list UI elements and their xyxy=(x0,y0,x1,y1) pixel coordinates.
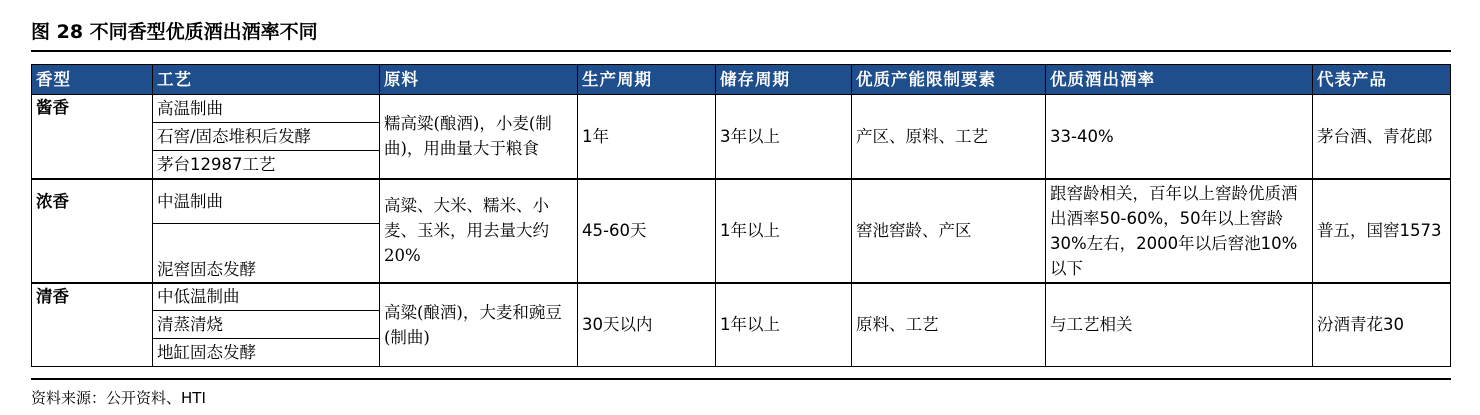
yield-rate-cell: 与工艺相关 xyxy=(1046,283,1313,367)
process-cell: 高温制曲 xyxy=(153,95,380,123)
process-cell: 清蒸清烧 xyxy=(153,311,380,339)
source-note: 资料来源：公开资料、HTI xyxy=(31,378,1451,408)
baijiu-aroma-table xyxy=(31,64,1451,367)
figure-title: 图 28 不同香型优质酒出酒率不同 xyxy=(31,12,1451,52)
material-cell: 高粱(酿酒)，大麦和豌豆(制曲) xyxy=(380,283,578,367)
representative-product-cell: 普五，国窖1573 xyxy=(1313,179,1451,283)
process-cell: 石窖/固态堆积后发酵 xyxy=(153,123,380,151)
header-representative-product: 代表产品 xyxy=(1313,65,1451,95)
header-production-cycle: 生产周期 xyxy=(578,65,716,95)
table-row xyxy=(32,283,1451,311)
production-cycle-cell: 1年 xyxy=(578,95,716,179)
representative-product-cell: 汾酒青花30 xyxy=(1313,283,1451,367)
process-cell: 中温制曲 xyxy=(153,179,380,224)
yield-rate-cell: 33-40% xyxy=(1046,95,1313,179)
process-cell: 茅台12987工艺 xyxy=(153,151,380,179)
representative-product-cell: 茅台酒、青花郎 xyxy=(1313,95,1451,179)
aroma-type-cell-empty xyxy=(32,339,153,367)
table-row xyxy=(32,95,1451,123)
header-material: 原料 xyxy=(380,65,578,95)
aroma-type-cell: 清香 xyxy=(32,283,153,311)
header-capacity-limit: 优质产能限制要素 xyxy=(852,65,1046,95)
material-cell: 糯高粱(酿酒)，小麦(制曲)，用曲量大于粮食 xyxy=(380,95,578,179)
production-cycle-cell: 45-60天 xyxy=(578,179,716,283)
process-cell: 地缸固态发酵 xyxy=(153,339,380,367)
capacity-limit-cell: 窖池窖龄、产区 xyxy=(852,179,1046,283)
storage-cycle-cell: 1年以上 xyxy=(716,179,852,283)
table-header-row xyxy=(32,65,1451,95)
aroma-type-cell-empty xyxy=(32,151,153,179)
aroma-type-cell-empty xyxy=(32,311,153,339)
aroma-type-cell-empty xyxy=(32,123,153,151)
capacity-limit-cell: 原料、工艺 xyxy=(852,283,1046,367)
process-cell: 泥窖固态发酵 xyxy=(153,224,380,283)
aroma-type-cell-empty xyxy=(32,224,153,283)
yield-rate-cell: 跟窖龄相关，百年以上窖龄优质酒出酒率50-60%，50年以上窖龄30%左右，2000年以后窖池10%以下 xyxy=(1046,179,1313,283)
header-aroma-type: 香型 xyxy=(32,65,153,95)
material-cell: 高粱、大米、糯米、小麦、玉米，用去量大约20% xyxy=(380,179,578,283)
header-storage-cycle: 储存周期 xyxy=(716,65,852,95)
capacity-limit-cell: 产区、原料、工艺 xyxy=(852,95,1046,179)
production-cycle-cell: 30天以内 xyxy=(578,283,716,367)
aroma-type-cell: 浓香 xyxy=(32,179,153,224)
storage-cycle-cell: 1年以上 xyxy=(716,283,852,367)
process-cell: 中低温制曲 xyxy=(153,283,380,311)
aroma-type-cell: 酱香 xyxy=(32,95,153,123)
header-process: 工艺 xyxy=(153,65,380,95)
storage-cycle-cell: 3年以上 xyxy=(716,95,852,179)
header-yield-rate: 优质酒出酒率 xyxy=(1046,65,1313,95)
table-row xyxy=(32,179,1451,224)
